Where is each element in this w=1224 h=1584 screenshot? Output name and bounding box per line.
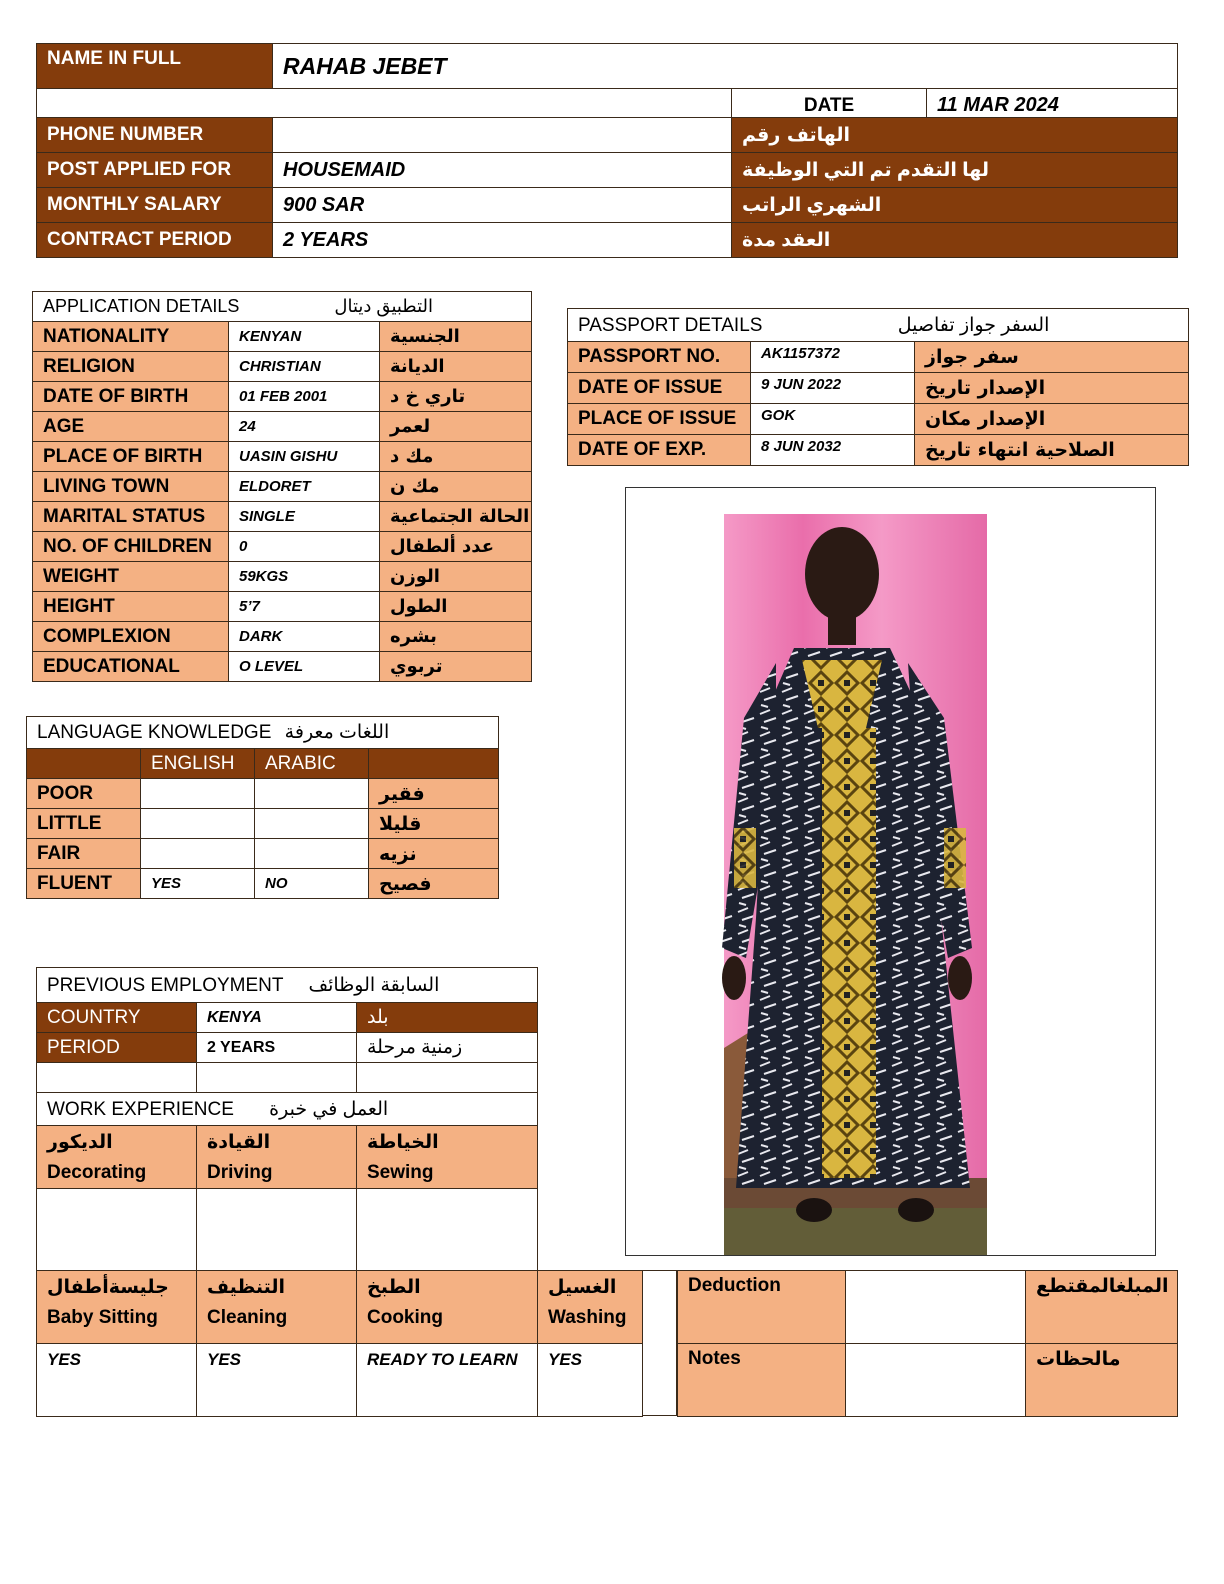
deduction-arabic: المبلغالمقتطع xyxy=(1026,1271,1178,1344)
salary-arabic: الشهري الراتب xyxy=(732,188,1178,223)
application-value: SINGLE xyxy=(229,502,380,532)
application-arabic: الوزن xyxy=(380,562,532,592)
application-value: 24 xyxy=(229,412,380,442)
application-row xyxy=(33,382,532,412)
skill-arabic: الخياطة xyxy=(367,1132,439,1153)
skill-value: YES xyxy=(538,1344,643,1417)
language-row xyxy=(27,869,499,899)
language-arabic-label: فصيح xyxy=(369,869,499,899)
application-table xyxy=(32,291,532,682)
passport-arabic: الإصدار مكان xyxy=(915,404,1189,435)
passport-label: PLACE OF ISSUE xyxy=(568,404,751,435)
application-arabic: لعمر xyxy=(380,412,532,442)
application-row xyxy=(33,502,532,532)
application-row xyxy=(33,592,532,622)
application-value: ELDORET xyxy=(229,472,380,502)
application-label: NO. OF CHILDREN xyxy=(33,532,229,562)
deduction-table xyxy=(677,1270,1178,1417)
passport-value: 9 JUN 2022 xyxy=(751,373,915,404)
language-english xyxy=(141,839,255,869)
skill-value: READY TO LEARN xyxy=(357,1344,538,1417)
application-row xyxy=(33,412,532,442)
skill-value: YES xyxy=(37,1344,197,1417)
employment-title: PREVIOUS EMPLOYMENT السابقة الوظائف xyxy=(37,968,538,1003)
employment-table xyxy=(36,967,538,1273)
language-row xyxy=(27,809,499,839)
language-english xyxy=(141,809,255,839)
skill-english: Washing xyxy=(548,1307,627,1328)
skill-arabic: القيادة xyxy=(207,1132,271,1153)
application-value: 01 FEB 2001 xyxy=(229,382,380,412)
application-row xyxy=(33,472,532,502)
language-level: LITTLE xyxy=(27,809,141,839)
phone-label: PHONE NUMBER xyxy=(37,118,273,153)
application-value: 5’7 xyxy=(229,592,380,622)
date-label: DATE xyxy=(732,89,927,118)
col-arabic: ARABIC xyxy=(255,749,369,779)
application-label: COMPLEXION xyxy=(33,622,229,652)
skill-cell xyxy=(357,1126,538,1189)
application-value: UASIN GISHU xyxy=(229,442,380,472)
application-label: EDUCATIONAL xyxy=(33,652,229,682)
post-arabic: لها التقدم تم التي الوظيفة xyxy=(732,153,1178,188)
application-value: CHRISTIAN xyxy=(229,352,380,382)
name-value: RAHAB JEBET xyxy=(273,44,1178,89)
application-arabic: بشره xyxy=(380,622,532,652)
passport-table xyxy=(567,308,1189,466)
language-row xyxy=(27,779,499,809)
language-arabic-label: نزيه xyxy=(369,839,499,869)
notes-label: Notes xyxy=(678,1344,846,1417)
passport-row xyxy=(568,435,1189,466)
passport-label: DATE OF ISSUE xyxy=(568,373,751,404)
application-value: 0 xyxy=(229,532,380,562)
language-title: LANGUAGE KNOWLEDGE اللغات معرفة xyxy=(27,717,499,749)
application-arabic: الطول xyxy=(380,592,532,622)
skill-english: Baby Sitting xyxy=(47,1307,158,1328)
header-table xyxy=(36,43,1178,258)
photo-frame xyxy=(625,487,1156,1256)
language-arabic-level: NO xyxy=(255,869,369,899)
application-value: O LEVEL xyxy=(229,652,380,682)
period-value: 2 YEARS xyxy=(197,1033,357,1063)
deduction-label: Deduction xyxy=(678,1271,846,1344)
application-arabic: الجنسية xyxy=(380,322,532,352)
work-title: WORK EXPERIENCE العمل في خبرة xyxy=(37,1093,538,1126)
application-row xyxy=(33,322,532,352)
application-title: APPLICATION DETAILS التطبيق ديتال xyxy=(33,292,532,322)
deduction-value xyxy=(846,1271,1026,1344)
application-row xyxy=(33,622,532,652)
salary-value: 900 SAR xyxy=(273,188,732,223)
skill-value xyxy=(37,1189,197,1273)
skill-arabic: جليسةأطفال xyxy=(47,1277,169,1298)
country-arabic: بلد xyxy=(357,1003,538,1033)
post-value: HOUSEMAID xyxy=(273,153,732,188)
passport-row xyxy=(568,373,1189,404)
application-label: NATIONALITY xyxy=(33,322,229,352)
salary-label: MONTHLY SALARY xyxy=(37,188,273,223)
language-row xyxy=(27,839,499,869)
period-arabic: زمنية مرحلة xyxy=(357,1033,538,1063)
application-arabic: عدد ألطفال xyxy=(380,532,532,562)
skill-value xyxy=(357,1189,538,1273)
application-arabic: تاري خ د xyxy=(380,382,532,412)
application-row xyxy=(33,562,532,592)
passport-label: PASSPORT NO. xyxy=(568,342,751,373)
notes-value xyxy=(846,1344,1026,1417)
date-value: 11 MAR 2024 xyxy=(927,89,1178,118)
application-value: 59KGS xyxy=(229,562,380,592)
application-label: MARITAL STATUS xyxy=(33,502,229,532)
passport-arabic: الصلاحية انتهاء تاريخ xyxy=(915,435,1189,466)
application-arabic: الحالة الجتماعية xyxy=(380,502,532,532)
application-row xyxy=(33,442,532,472)
language-english xyxy=(141,779,255,809)
passport-row xyxy=(568,404,1189,435)
application-label: DATE OF BIRTH xyxy=(33,382,229,412)
application-value: DARK xyxy=(229,622,380,652)
language-table xyxy=(26,716,499,899)
country-label: COUNTRY xyxy=(37,1003,197,1033)
application-label: AGE xyxy=(33,412,229,442)
application-arabic: تربوي xyxy=(380,652,532,682)
language-arabic-label: قليلا xyxy=(369,809,499,839)
country-value: KENYA xyxy=(197,1003,357,1033)
application-row xyxy=(33,652,532,682)
skill-english: Sewing xyxy=(367,1162,434,1183)
skill-value xyxy=(197,1189,357,1273)
passport-value: GOK xyxy=(751,404,915,435)
application-row xyxy=(33,352,532,382)
contract-label: CONTRACT PERIOD xyxy=(37,223,273,258)
application-label: RELIGION xyxy=(33,352,229,382)
application-value: KENYAN xyxy=(229,322,380,352)
passport-value: AK1157372 xyxy=(751,342,915,373)
skill-cell xyxy=(538,1271,643,1344)
language-english: YES xyxy=(141,869,255,899)
skill-arabic: الطبخ xyxy=(367,1277,421,1298)
application-arabic: مك د xyxy=(380,442,532,472)
skill-arabic: الديكور xyxy=(47,1132,113,1153)
language-level: FAIR xyxy=(27,839,141,869)
language-level: POOR xyxy=(27,779,141,809)
post-label: POST APPLIED FOR xyxy=(37,153,273,188)
phone-value xyxy=(273,118,732,153)
col-english: ENGLISH xyxy=(141,749,255,779)
application-label: PLACE OF BIRTH xyxy=(33,442,229,472)
skill-value: YES xyxy=(197,1344,357,1417)
passport-row xyxy=(568,342,1189,373)
passport-title: PASSPORT DETAILS السفر جواز تفاصيل xyxy=(568,309,1189,342)
skill-arabic: الغسيل xyxy=(548,1277,617,1298)
application-arabic: الديانة xyxy=(380,352,532,382)
period-label: PERIOD xyxy=(37,1033,197,1063)
passport-arabic: الإصدار تاريخ xyxy=(915,373,1189,404)
applicant-photo xyxy=(626,488,1155,1255)
skill-cell xyxy=(37,1126,197,1189)
skill-english: Decorating xyxy=(47,1162,147,1183)
passport-value: 8 JUN 2032 xyxy=(751,435,915,466)
application-label: LIVING TOWN xyxy=(33,472,229,502)
skill-english: Cooking xyxy=(367,1307,443,1328)
application-arabic: مك ن xyxy=(380,472,532,502)
skill-arabic: التنظيف xyxy=(207,1277,286,1298)
passport-label: DATE OF EXP. xyxy=(568,435,751,466)
skill-cell xyxy=(357,1271,538,1344)
language-arabic-level xyxy=(255,779,369,809)
gap-column xyxy=(642,1270,677,1416)
application-label: WEIGHT xyxy=(33,562,229,592)
application-row xyxy=(33,532,532,562)
name-label: NAME IN FULL xyxy=(37,44,273,89)
passport-arabic: سفر جواز xyxy=(915,342,1189,373)
application-label: HEIGHT xyxy=(33,592,229,622)
skill-cell xyxy=(197,1126,357,1189)
language-arabic-level xyxy=(255,809,369,839)
notes-arabic: مالحظات xyxy=(1026,1344,1178,1417)
work-bottom-table xyxy=(36,1270,643,1417)
language-arabic-level xyxy=(255,839,369,869)
contract-value: 2 YEARS xyxy=(273,223,732,258)
skill-english: Driving xyxy=(207,1162,273,1183)
skill-cell xyxy=(37,1271,197,1344)
phone-arabic: الهاتف رقم xyxy=(732,118,1178,153)
contract-arabic: العقد مدة xyxy=(732,223,1178,258)
language-arabic-label: فقير xyxy=(369,779,499,809)
skill-cell xyxy=(197,1271,357,1344)
skill-english: Cleaning xyxy=(207,1307,288,1328)
language-level: FLUENT xyxy=(27,869,141,899)
